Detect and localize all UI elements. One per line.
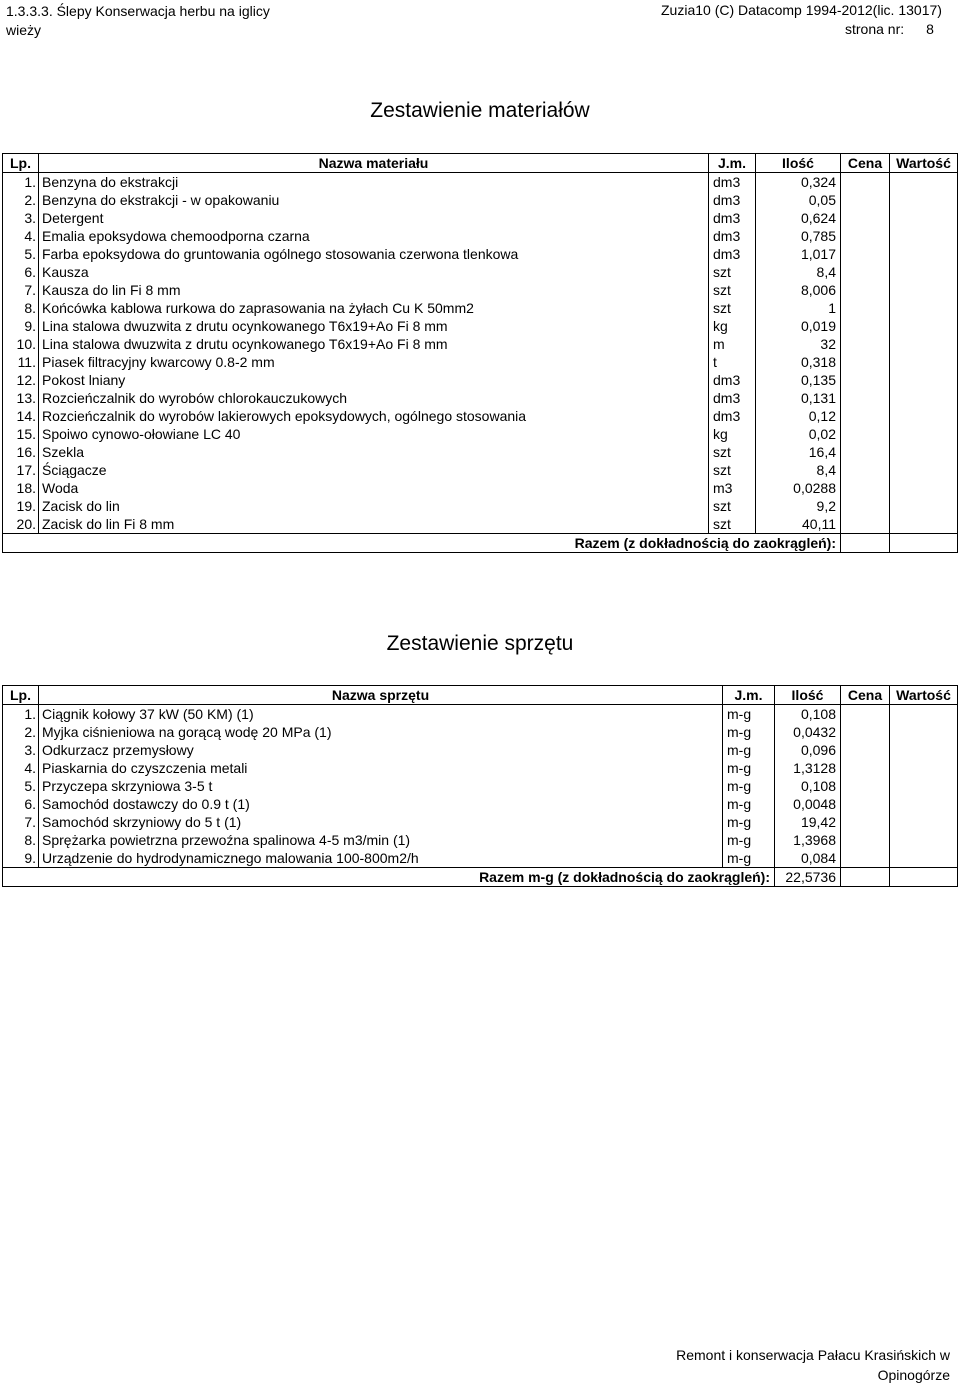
row-unit: m-g bbox=[723, 795, 775, 813]
row-name: Kausza do lin Fi 8 mm bbox=[39, 281, 709, 299]
row-lp: 6. bbox=[3, 795, 39, 813]
col-header-price: Cena bbox=[841, 154, 890, 173]
table-row bbox=[3, 209, 958, 227]
row-name: Szekla bbox=[39, 443, 709, 461]
materials-table bbox=[2, 153, 958, 553]
row-lp: 5. bbox=[3, 245, 39, 263]
row-price bbox=[841, 281, 890, 299]
row-qty: 8,4 bbox=[756, 263, 841, 281]
row-price bbox=[841, 515, 890, 534]
row-lp: 15. bbox=[3, 425, 39, 443]
row-price bbox=[841, 759, 890, 777]
row-value bbox=[890, 759, 958, 777]
col-header-lp: Lp. bbox=[3, 686, 39, 705]
row-unit: dm3 bbox=[709, 245, 756, 263]
summary-value bbox=[890, 534, 958, 553]
row-qty: 0,096 bbox=[775, 741, 841, 759]
row-unit: dm3 bbox=[709, 407, 756, 425]
row-lp: 16. bbox=[3, 443, 39, 461]
col-header-value: Wartość bbox=[890, 154, 958, 173]
table-row bbox=[3, 461, 958, 479]
row-lp: 20. bbox=[3, 515, 39, 534]
row-price bbox=[841, 723, 890, 741]
summary-label: Razem m-g (z dokładnością do zaokrągleń): bbox=[3, 868, 775, 887]
row-name: Kausza bbox=[39, 263, 709, 281]
row-qty: 0,084 bbox=[775, 849, 841, 868]
row-name: Pokost lniany bbox=[39, 371, 709, 389]
row-lp: 11. bbox=[3, 353, 39, 371]
row-qty: 0,019 bbox=[756, 317, 841, 335]
row-qty: 1 bbox=[756, 299, 841, 317]
row-name: Benzyna do ekstrakcji bbox=[39, 173, 709, 192]
row-name: Urządzenie do hydrodynamicznego malowania 100-800m2/h bbox=[39, 849, 723, 868]
table-row bbox=[3, 407, 958, 425]
row-qty: 8,006 bbox=[756, 281, 841, 299]
table-row bbox=[3, 813, 958, 831]
row-value bbox=[890, 389, 958, 407]
row-name: Lina stalowa dwuzwita z drutu ocynkowanego T6x19+Ao Fi 8 mm bbox=[39, 335, 709, 353]
row-value bbox=[890, 191, 958, 209]
col-header-unit: J.m. bbox=[723, 686, 775, 705]
row-price bbox=[841, 353, 890, 371]
row-price bbox=[841, 317, 890, 335]
row-price bbox=[841, 299, 890, 317]
row-lp: 1. bbox=[3, 705, 39, 724]
row-qty: 0,02 bbox=[756, 425, 841, 443]
footer-line1: Remont i konserwacja Pałacu Krasińskich w bbox=[676, 1347, 950, 1363]
row-name: Przyczepa skrzyniowa 3-5 t bbox=[39, 777, 723, 795]
row-price bbox=[841, 191, 890, 209]
table-row bbox=[3, 443, 958, 461]
materials-title: Zestawienie materiałów bbox=[370, 99, 590, 122]
col-header-value: Wartość bbox=[890, 686, 958, 705]
row-unit: m3 bbox=[709, 479, 756, 497]
col-header-price: Cena bbox=[841, 686, 890, 705]
row-unit: szt bbox=[709, 461, 756, 479]
row-lp: 17. bbox=[3, 461, 39, 479]
row-name: Odkurzacz przemysłowy bbox=[39, 741, 723, 759]
col-header-name: Nazwa materiału bbox=[39, 154, 709, 173]
row-unit: m-g bbox=[723, 777, 775, 795]
row-qty: 0,318 bbox=[756, 353, 841, 371]
row-lp: 7. bbox=[3, 813, 39, 831]
row-price bbox=[841, 173, 890, 192]
page-label: strona nr: bbox=[845, 21, 905, 37]
row-name: Rozcieńczalnik do wyrobów chlorokauczukowych bbox=[39, 389, 709, 407]
row-qty: 0,0288 bbox=[756, 479, 841, 497]
row-price bbox=[841, 245, 890, 263]
summary-qty: 22,5736 bbox=[775, 868, 841, 887]
table-row bbox=[3, 371, 958, 389]
table-row bbox=[3, 479, 958, 497]
table-row bbox=[3, 353, 958, 371]
row-lp: 4. bbox=[3, 227, 39, 245]
row-qty: 0,785 bbox=[756, 227, 841, 245]
row-lp: 4. bbox=[3, 759, 39, 777]
summary-row bbox=[3, 868, 958, 887]
row-unit: kg bbox=[709, 425, 756, 443]
row-price bbox=[841, 813, 890, 831]
row-lp: 12. bbox=[3, 371, 39, 389]
row-name: Zacisk do lin Fi 8 mm bbox=[39, 515, 709, 534]
table-row bbox=[3, 335, 958, 353]
row-unit: m-g bbox=[723, 813, 775, 831]
row-value bbox=[890, 443, 958, 461]
row-qty: 0,12 bbox=[756, 407, 841, 425]
row-price bbox=[841, 479, 890, 497]
row-qty: 0,05 bbox=[756, 191, 841, 209]
table-row bbox=[3, 389, 958, 407]
row-name: Benzyna do ekstrakcji - w opakowaniu bbox=[39, 191, 709, 209]
row-price bbox=[841, 705, 890, 724]
row-lp: 3. bbox=[3, 209, 39, 227]
row-lp: 9. bbox=[3, 317, 39, 335]
summary-price bbox=[841, 868, 890, 887]
row-unit: kg bbox=[709, 317, 756, 335]
table-row bbox=[3, 173, 958, 192]
row-name: Emalia epoksydowa chemoodporna czarna bbox=[39, 227, 709, 245]
row-name: Woda bbox=[39, 479, 709, 497]
row-value bbox=[890, 371, 958, 389]
row-unit: dm3 bbox=[709, 209, 756, 227]
row-unit: szt bbox=[709, 299, 756, 317]
equipment-table bbox=[2, 685, 958, 887]
col-header-qty: Ilość bbox=[775, 686, 841, 705]
row-unit: dm3 bbox=[709, 371, 756, 389]
row-value bbox=[890, 849, 958, 868]
row-name: Piaskarnia do czyszczenia metali bbox=[39, 759, 723, 777]
row-price bbox=[841, 407, 890, 425]
row-value bbox=[890, 813, 958, 831]
row-value bbox=[890, 173, 958, 192]
footer bbox=[676, 1345, 950, 1385]
row-unit: szt bbox=[709, 497, 756, 515]
table-row bbox=[3, 281, 958, 299]
row-qty: 40,11 bbox=[756, 515, 841, 534]
row-price bbox=[841, 335, 890, 353]
col-header-qty: Ilość bbox=[756, 154, 841, 173]
row-unit: dm3 bbox=[709, 173, 756, 192]
row-value bbox=[890, 245, 958, 263]
row-qty: 16,4 bbox=[756, 443, 841, 461]
summary-row bbox=[3, 534, 958, 553]
row-value bbox=[890, 317, 958, 335]
row-value bbox=[890, 831, 958, 849]
summary-price bbox=[841, 534, 890, 553]
row-qty: 0,108 bbox=[775, 777, 841, 795]
row-lp: 9. bbox=[3, 849, 39, 868]
row-lp: 8. bbox=[3, 831, 39, 849]
document-title-line2: wieży bbox=[6, 22, 42, 38]
row-unit: m-g bbox=[723, 759, 775, 777]
row-value bbox=[890, 209, 958, 227]
row-unit: t bbox=[709, 353, 756, 371]
row-unit: szt bbox=[709, 263, 756, 281]
table-row bbox=[3, 705, 958, 724]
document-title bbox=[6, 2, 270, 40]
row-qty: 0,0048 bbox=[775, 795, 841, 813]
row-price bbox=[841, 461, 890, 479]
row-qty: 1,3968 bbox=[775, 831, 841, 849]
row-price bbox=[841, 497, 890, 515]
row-price bbox=[841, 741, 890, 759]
row-unit: m-g bbox=[723, 831, 775, 849]
row-value bbox=[890, 705, 958, 724]
row-lp: 10. bbox=[3, 335, 39, 353]
row-lp: 2. bbox=[3, 191, 39, 209]
row-value bbox=[890, 299, 958, 317]
row-value bbox=[890, 479, 958, 497]
row-value bbox=[890, 281, 958, 299]
row-qty: 19,42 bbox=[775, 813, 841, 831]
row-lp: 2. bbox=[3, 723, 39, 741]
page-number bbox=[845, 21, 934, 37]
row-unit: m-g bbox=[723, 723, 775, 741]
row-price bbox=[841, 227, 890, 245]
table-row bbox=[3, 299, 958, 317]
row-price bbox=[841, 795, 890, 813]
row-qty: 32 bbox=[756, 335, 841, 353]
row-qty: 0,624 bbox=[756, 209, 841, 227]
table-row bbox=[3, 849, 958, 868]
row-unit: szt bbox=[709, 443, 756, 461]
summary-label: Razem (z dokładnością do zaokrągleń): bbox=[3, 534, 841, 553]
materials-header-row bbox=[3, 154, 958, 173]
row-lp: 7. bbox=[3, 281, 39, 299]
row-lp: 6. bbox=[3, 263, 39, 281]
software-info: Zuzia10 (C) Datacomp 1994-2012(lic. 13017) bbox=[661, 2, 942, 18]
table-row bbox=[3, 227, 958, 245]
row-name: Piasek filtracyjny kwarcowy 0.8-2 mm bbox=[39, 353, 709, 371]
table-row bbox=[3, 497, 958, 515]
row-price bbox=[841, 777, 890, 795]
row-value bbox=[890, 515, 958, 534]
table-row bbox=[3, 723, 958, 741]
row-name: Sprężarka powietrzna przewoźna spalinowa 4-5 m3/min (1) bbox=[39, 831, 723, 849]
row-qty: 1,3128 bbox=[775, 759, 841, 777]
row-name: Zacisk do lin bbox=[39, 497, 709, 515]
equipment-header-row bbox=[3, 686, 958, 705]
row-price bbox=[841, 425, 890, 443]
row-value bbox=[890, 353, 958, 371]
row-lp: 8. bbox=[3, 299, 39, 317]
table-row bbox=[3, 263, 958, 281]
row-value bbox=[890, 723, 958, 741]
footer-line2: Opinogórze bbox=[877, 1367, 950, 1383]
row-unit: dm3 bbox=[709, 191, 756, 209]
row-lp: 5. bbox=[3, 777, 39, 795]
table-row bbox=[3, 795, 958, 813]
row-qty: 0,108 bbox=[775, 705, 841, 724]
row-qty: 0,0432 bbox=[775, 723, 841, 741]
row-qty: 0,131 bbox=[756, 389, 841, 407]
row-unit: dm3 bbox=[709, 389, 756, 407]
col-header-name: Nazwa sprzętu bbox=[39, 686, 723, 705]
row-value bbox=[890, 335, 958, 353]
row-name: Ciągnik kołowy 37 kW (50 KM) (1) bbox=[39, 705, 723, 724]
table-row bbox=[3, 759, 958, 777]
row-qty: 8,4 bbox=[756, 461, 841, 479]
row-name: Lina stalowa dwuzwita z drutu ocynkowanego T6x19+Ao Fi 8 mm bbox=[39, 317, 709, 335]
row-name: Ściągacze bbox=[39, 461, 709, 479]
row-value bbox=[890, 227, 958, 245]
row-value bbox=[890, 497, 958, 515]
table-row bbox=[3, 741, 958, 759]
row-price bbox=[841, 209, 890, 227]
row-name: Detergent bbox=[39, 209, 709, 227]
table-row bbox=[3, 245, 958, 263]
document-title-line1: 1.3.3.3. Ślepy Konserwacja herbu na iglicy bbox=[6, 3, 270, 19]
row-qty: 1,017 bbox=[756, 245, 841, 263]
row-name: Samochód dostawczy do 0.9 t (1) bbox=[39, 795, 723, 813]
row-unit: m bbox=[709, 335, 756, 353]
row-unit: m-g bbox=[723, 849, 775, 868]
col-header-unit: J.m. bbox=[709, 154, 756, 173]
row-name: Końcówka kablowa rurkowa do zaprasowania na żyłach Cu K 50mm2 bbox=[39, 299, 709, 317]
row-value bbox=[890, 425, 958, 443]
row-lp: 13. bbox=[3, 389, 39, 407]
row-name: Rozcieńczalnik do wyrobów lakierowych epoksydowych, ogólnego stosowania bbox=[39, 407, 709, 425]
row-name: Myjka ciśnieniowa na gorącą wodę 20 MPa (1) bbox=[39, 723, 723, 741]
col-header-lp: Lp. bbox=[3, 154, 39, 173]
row-name: Farba epoksydowa do gruntowania ogólnego stosowania czerwona tlenkowa bbox=[39, 245, 709, 263]
row-price bbox=[841, 849, 890, 868]
row-price bbox=[841, 263, 890, 281]
row-value bbox=[890, 777, 958, 795]
row-unit: szt bbox=[709, 515, 756, 534]
row-value bbox=[890, 407, 958, 425]
table-row bbox=[3, 777, 958, 795]
row-price bbox=[841, 443, 890, 461]
row-value bbox=[890, 263, 958, 281]
table-row bbox=[3, 515, 958, 534]
row-price bbox=[841, 389, 890, 407]
summary-value bbox=[890, 868, 958, 887]
row-price bbox=[841, 371, 890, 389]
equipment-title: Zestawienie sprzętu bbox=[386, 632, 574, 655]
table-row bbox=[3, 425, 958, 443]
row-lp: 14. bbox=[3, 407, 39, 425]
row-price bbox=[841, 831, 890, 849]
row-unit: szt bbox=[709, 281, 756, 299]
row-lp: 18. bbox=[3, 479, 39, 497]
row-qty: 0,135 bbox=[756, 371, 841, 389]
table-row bbox=[3, 317, 958, 335]
table-row bbox=[3, 191, 958, 209]
row-lp: 3. bbox=[3, 741, 39, 759]
table-row bbox=[3, 831, 958, 849]
row-value bbox=[890, 795, 958, 813]
row-value bbox=[890, 461, 958, 479]
page-number-value: 8 bbox=[926, 21, 934, 37]
row-unit: m-g bbox=[723, 705, 775, 724]
row-value bbox=[890, 741, 958, 759]
row-name: Samochód skrzyniowy do 5 t (1) bbox=[39, 813, 723, 831]
row-qty: 0,324 bbox=[756, 173, 841, 192]
row-qty: 9,2 bbox=[756, 497, 841, 515]
row-name: Spoiwo cynowo-ołowiane LC 40 bbox=[39, 425, 709, 443]
row-lp: 1. bbox=[3, 173, 39, 192]
row-unit: dm3 bbox=[709, 227, 756, 245]
row-unit: m-g bbox=[723, 741, 775, 759]
row-lp: 19. bbox=[3, 497, 39, 515]
